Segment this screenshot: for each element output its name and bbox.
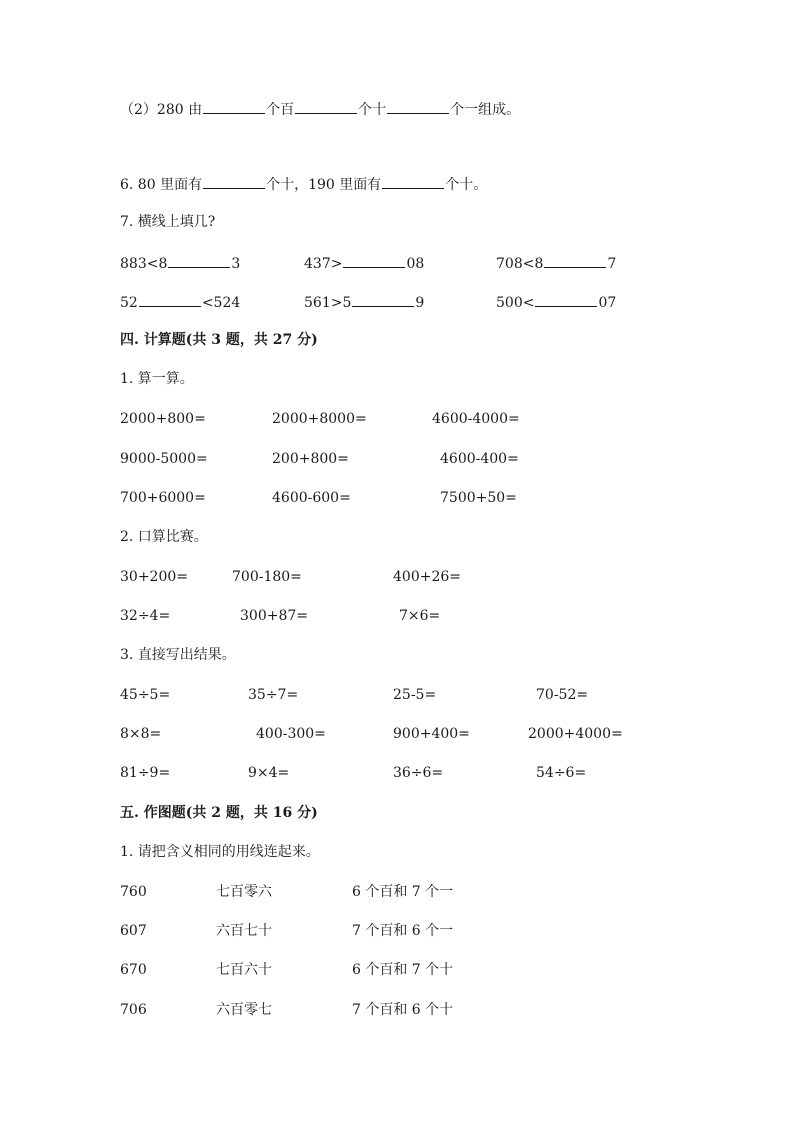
match-word[interactable]: 六百七十 xyxy=(216,923,272,939)
calc-item: 700+6000= xyxy=(120,490,206,506)
calc-item: 25-5= xyxy=(393,687,437,703)
calc-item: 54÷6= xyxy=(536,765,587,781)
fill-item xyxy=(496,253,616,273)
fill-item-pre: 883<8 xyxy=(120,256,168,272)
calc-item: 7500+50= xyxy=(440,490,517,506)
match-count[interactable]: 6 个百和 7 个一 xyxy=(352,884,454,900)
match-number[interactable]: 706 xyxy=(120,1002,147,1018)
answer-blank[interactable] xyxy=(139,292,201,307)
calc-item: 2000+8000= xyxy=(272,411,367,427)
calc-item: 32÷4= xyxy=(120,608,171,624)
match-word[interactable]: 七百零六 xyxy=(216,884,272,900)
answer-blank[interactable] xyxy=(387,99,449,114)
match-count[interactable]: 7 个百和 6 个十 xyxy=(352,1002,454,1018)
answer-blank[interactable] xyxy=(382,174,444,189)
calc-item: 30+200= xyxy=(120,569,188,585)
calc-item: 400+26= xyxy=(393,569,461,585)
section-4-q3-title: 3. 直接写出结果。 xyxy=(120,647,236,663)
calc-item: 2000+800= xyxy=(120,411,206,427)
calc-item: 900+400= xyxy=(393,726,470,742)
calc-item: 81÷9= xyxy=(120,765,171,781)
calc-item: 4600-4000= xyxy=(432,411,520,427)
fill-item-pre: 500< xyxy=(496,295,535,311)
answer-blank[interactable] xyxy=(203,174,265,189)
fill-item-post: 07 xyxy=(598,295,617,311)
section-4-q1-title: 1. 算一算。 xyxy=(120,371,194,387)
calc-item: 45÷5= xyxy=(120,687,171,703)
match-number[interactable]: 760 xyxy=(120,884,147,900)
match-number[interactable]: 607 xyxy=(120,923,147,939)
q6-text-1: 个十，190 里面有 xyxy=(266,177,382,193)
calc-item: 4600-400= xyxy=(440,451,519,467)
section-4-title: 四. 计算题(共 3 题，共 27 分) xyxy=(120,332,318,348)
answer-blank[interactable] xyxy=(203,99,265,114)
answer-blank[interactable] xyxy=(352,292,414,307)
calc-item: 200+800= xyxy=(272,451,349,467)
fill-item xyxy=(304,253,424,273)
fill-item xyxy=(120,253,240,273)
answer-blank[interactable] xyxy=(168,253,230,268)
question-7-title: 7. 横线上填几? xyxy=(120,214,216,230)
answer-blank[interactable] xyxy=(535,292,597,307)
fill-item-pre: 561>5 xyxy=(304,295,352,311)
match-number[interactable]: 670 xyxy=(120,962,147,978)
fill-item-post: <524 xyxy=(201,295,241,311)
answer-blank[interactable] xyxy=(544,253,606,268)
fill-item-post: 9 xyxy=(415,295,425,311)
calc-item: 2000+4000= xyxy=(528,726,623,742)
fill-item-pre: 708<8 xyxy=(496,256,544,272)
q5-part2-text-2: 个十 xyxy=(358,102,387,118)
calc-item: 7×6= xyxy=(399,608,441,624)
answer-blank[interactable] xyxy=(295,99,357,114)
calc-item: 9×4= xyxy=(248,765,290,781)
fill-item-post: 7 xyxy=(607,256,617,272)
fill-item xyxy=(496,292,616,312)
section-5-title: 五. 作图题(共 2 题，共 16 分) xyxy=(120,805,318,821)
calc-item: 8×8= xyxy=(120,726,162,742)
match-count[interactable]: 7 个百和 6 个一 xyxy=(352,923,454,939)
section-5-q1-title: 1. 请把含义相同的用线连起来。 xyxy=(120,844,320,860)
calc-item: 9000-5000= xyxy=(120,451,208,467)
q6-text-2: 个十。 xyxy=(445,177,488,193)
fill-item-pre: 52 xyxy=(120,295,138,311)
match-count[interactable]: 6 个百和 7 个十 xyxy=(352,962,454,978)
calc-item: 300+87= xyxy=(240,608,308,624)
q6-prefix: 6. 80 里面有 xyxy=(120,177,203,193)
q5-part2-prefix: （2）280 由 xyxy=(120,102,203,118)
calc-item: 35÷7= xyxy=(248,687,299,703)
calc-item: 700-180= xyxy=(232,569,302,585)
q5-part2-text-3: 个一组成。 xyxy=(450,102,521,118)
question-5-part-2 xyxy=(120,99,520,119)
answer-blank[interactable] xyxy=(343,253,405,268)
fill-item-pre: 437> xyxy=(304,256,343,272)
q5-part2-text-1: 个百 xyxy=(266,102,295,118)
fill-item-post: 08 xyxy=(406,256,425,272)
match-word[interactable]: 七百六十 xyxy=(216,962,272,978)
calc-item: 4600-600= xyxy=(272,490,351,506)
section-4-q2-title: 2. 口算比赛。 xyxy=(120,529,208,545)
match-word[interactable]: 六百零七 xyxy=(216,1002,272,1018)
calc-item: 36÷6= xyxy=(393,765,444,781)
question-6 xyxy=(120,174,487,194)
fill-item-post: 3 xyxy=(231,256,241,272)
fill-item xyxy=(304,292,424,312)
fill-item xyxy=(120,292,240,312)
calc-item: 400-300= xyxy=(256,726,326,742)
calc-item: 70-52= xyxy=(536,687,589,703)
